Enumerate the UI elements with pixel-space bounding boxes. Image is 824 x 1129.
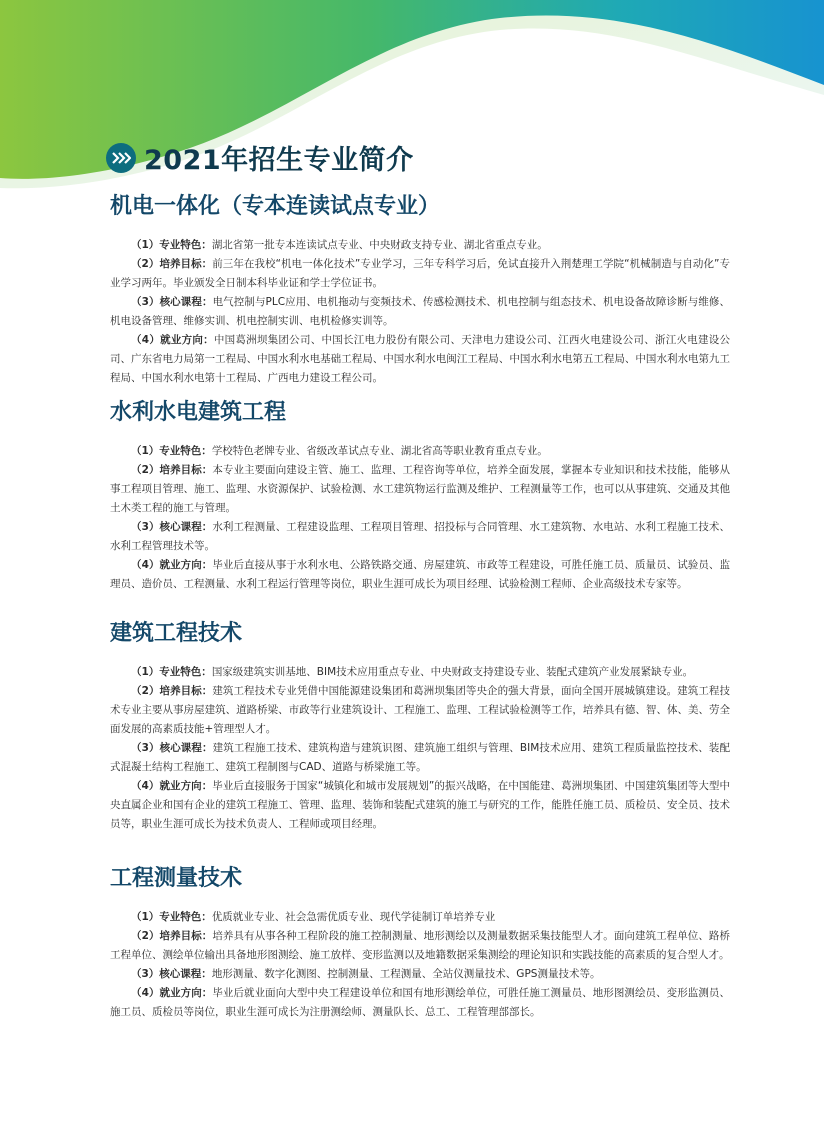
item-label: （1）专业特色：	[131, 666, 212, 678]
item-label: （4）就业方向：	[131, 334, 214, 346]
item-text: 培养具有从事各种工程阶段的施工控制测量、地形测绘以及测量数据采集技能型人才。面向建筑工程单位、路桥工程单位、测绘单位输出具备地形图测绘、施工放样、变形监测以及地籍数据采集测绘的理论知识和实践技能的高素质的复合型人才。	[110, 930, 731, 961]
item-courses	[110, 965, 730, 984]
section-title: 建筑工程技术	[110, 621, 243, 646]
item-text: 前三年在我校“机电一体化技术”专业学习，三年专科学习后，免试直接升入荆楚理工学院“机械制造与自动化”专业学习两年。毕业颁发全日制本科毕业证和学士学位证书。	[110, 258, 730, 289]
item-text: 毕业后直接服务于国家“城镇化和城市发展规划”的振兴战略，在中国能建、葛洲坝集团、中国建筑集团等大型中央直属企业和国有企业的建筑工程施工、管理、监理、装饰和装配式建筑的施工与研究的工作，能胜任施工员、质检员、安全员、技术员等，职业生涯可成长为技术负责人、工程师或项目经理。	[110, 780, 730, 830]
program-section-surveying	[110, 864, 730, 1022]
item-employment	[110, 777, 730, 834]
program-section-hydropower	[110, 398, 730, 594]
item-label: （2）培养目标：	[131, 930, 213, 942]
item-text: 毕业后就业面向大型中央工程建设单位和国有地形测绘单位，可胜任施工测量员、地形图测绘员、变形监测员、施工员、质检员等岗位，职业生涯可成长为注册测绘师、测量队长、总工、工程管理部部长。	[110, 987, 731, 1018]
item-label: （3）核心课程：	[131, 968, 212, 980]
item-label: （2）培养目标：	[131, 685, 213, 697]
item-courses	[110, 739, 730, 777]
item-text: 湖北省第一批专本连读试点专业、中央财政支持专业、湖北省重点专业。	[211, 239, 548, 251]
item-text: 地形测量、数字化测图、控制测量、工程测量、全站仪测量技术、GPS测量技术等。	[211, 968, 601, 980]
item-label: （3）核心课程：	[131, 296, 213, 308]
item-label: （3）核心课程：	[131, 521, 213, 533]
section-title: 工程测量技术	[110, 866, 243, 891]
item-goal	[110, 682, 730, 739]
section-title: 水利水电建筑工程	[110, 400, 287, 425]
item-label: （4）就业方向：	[131, 780, 213, 792]
item-goal	[110, 461, 730, 518]
item-label: （1）专业特色：	[131, 911, 212, 923]
item-text: 建筑工程技术专业凭借中国能源建设集团和葛洲坝集团等央企的强大背景，面向全国开展城镇建设。建筑工程技术专业主要从事房屋建筑、道路桥梁、市政等行业建筑设计、工程施工、监理、工程试验检测等工作，培养具有德、智、体、美、劳全面发展的高素质技能+管理型人才。	[110, 685, 731, 735]
item-label: （3）核心课程：	[131, 742, 213, 754]
item-text: 水利工程测量、工程建设监理、工程项目管理、招投标与合同管理、水工建筑物、水电站、水利工程施工技术、水利工程管理技术等。	[110, 521, 731, 552]
item-employment	[110, 556, 730, 594]
item-label: （1）专业特色：	[131, 239, 212, 251]
item-label: （4）就业方向：	[131, 987, 213, 999]
item-text: 学校特色老牌专业、省级改革试点专业、湖北省高等职业教育重点专业。	[211, 445, 548, 457]
item-text: 建筑工程施工技术、建筑构造与建筑识图、建筑施工组织与管理、BIM技术应用、建筑工程质量监控技术、装配式混凝土结构工程施工、建筑工程制图与CAD、道路与桥梁施工等。	[110, 742, 731, 773]
item-label: （4）就业方向：	[131, 559, 213, 571]
page-title	[106, 138, 414, 177]
item-feature	[110, 442, 730, 461]
item-feature	[110, 663, 730, 682]
item-label: （1）专业特色：	[131, 445, 212, 457]
item-text: 电气控制与PLC应用、电机拖动与变频技术、传感检测技术、机电控制与组态技术、机电设备故障诊断与维修、机电设备管理、维修实训、机电控制实训、电机检修实训等。	[110, 296, 730, 327]
program-section-construction	[110, 619, 730, 834]
item-employment	[110, 984, 730, 1022]
program-section-mechatronics	[110, 192, 730, 388]
item-courses	[110, 518, 730, 556]
item-text: 本专业主要面向建设主管、施工、监理、工程咨询等单位，培养全面发展，掌握本专业知识和技术技能，能够从事工程项目管理、施工、监理、水资源保护、试验检测、水工建筑物运行监测及维护、工程测量等工作，也可以从事建筑、交通及其他土木类工程的施工与管理。	[110, 464, 731, 514]
double-chevron-right-icon	[106, 143, 136, 173]
item-text: 国家级建筑实训基地、BIM技术应用重点专业、中央财政支持建设专业、装配式建筑产业发展紧缺专业。	[211, 666, 694, 678]
section-title: 机电一体化（专本连读试点专业）	[110, 194, 441, 219]
item-label: （2）培养目标：	[131, 258, 213, 270]
item-feature	[110, 236, 730, 255]
item-courses	[110, 293, 730, 331]
item-text: 毕业后直接从事于水利水电、公路铁路交通、房屋建筑、市政等工程建设，可胜任施工员、质量员、试验员、监理员、造价员、工程测量、水利工程运行管理等岗位，职业生涯可成长为项目经理、试验检测工程师、企业高级技术专家等。	[110, 559, 731, 590]
item-employment	[110, 331, 730, 388]
item-label: （2）培养目标：	[131, 464, 213, 476]
item-text: 优质就业专业、社会急需优质专业、现代学徒制订单培养专业	[211, 911, 496, 923]
item-goal	[110, 927, 730, 965]
item-text: 中国葛洲坝集团公司、中国长江电力股份有限公司、天津电力建设公司、江西火电建设公司、浙江火电建设公司、广东省电力局第一工程局、中国水利水电基础工程局、中国水利水电闽江工程局、中国水利水电第五工程局、中国水利水电第九工程局、中国水利水电第十工程局、广西电力建设工程公司。	[110, 334, 730, 384]
page-title-text: 2021年招生专业简介	[144, 145, 414, 176]
item-feature	[110, 908, 730, 927]
item-goal	[110, 255, 730, 293]
